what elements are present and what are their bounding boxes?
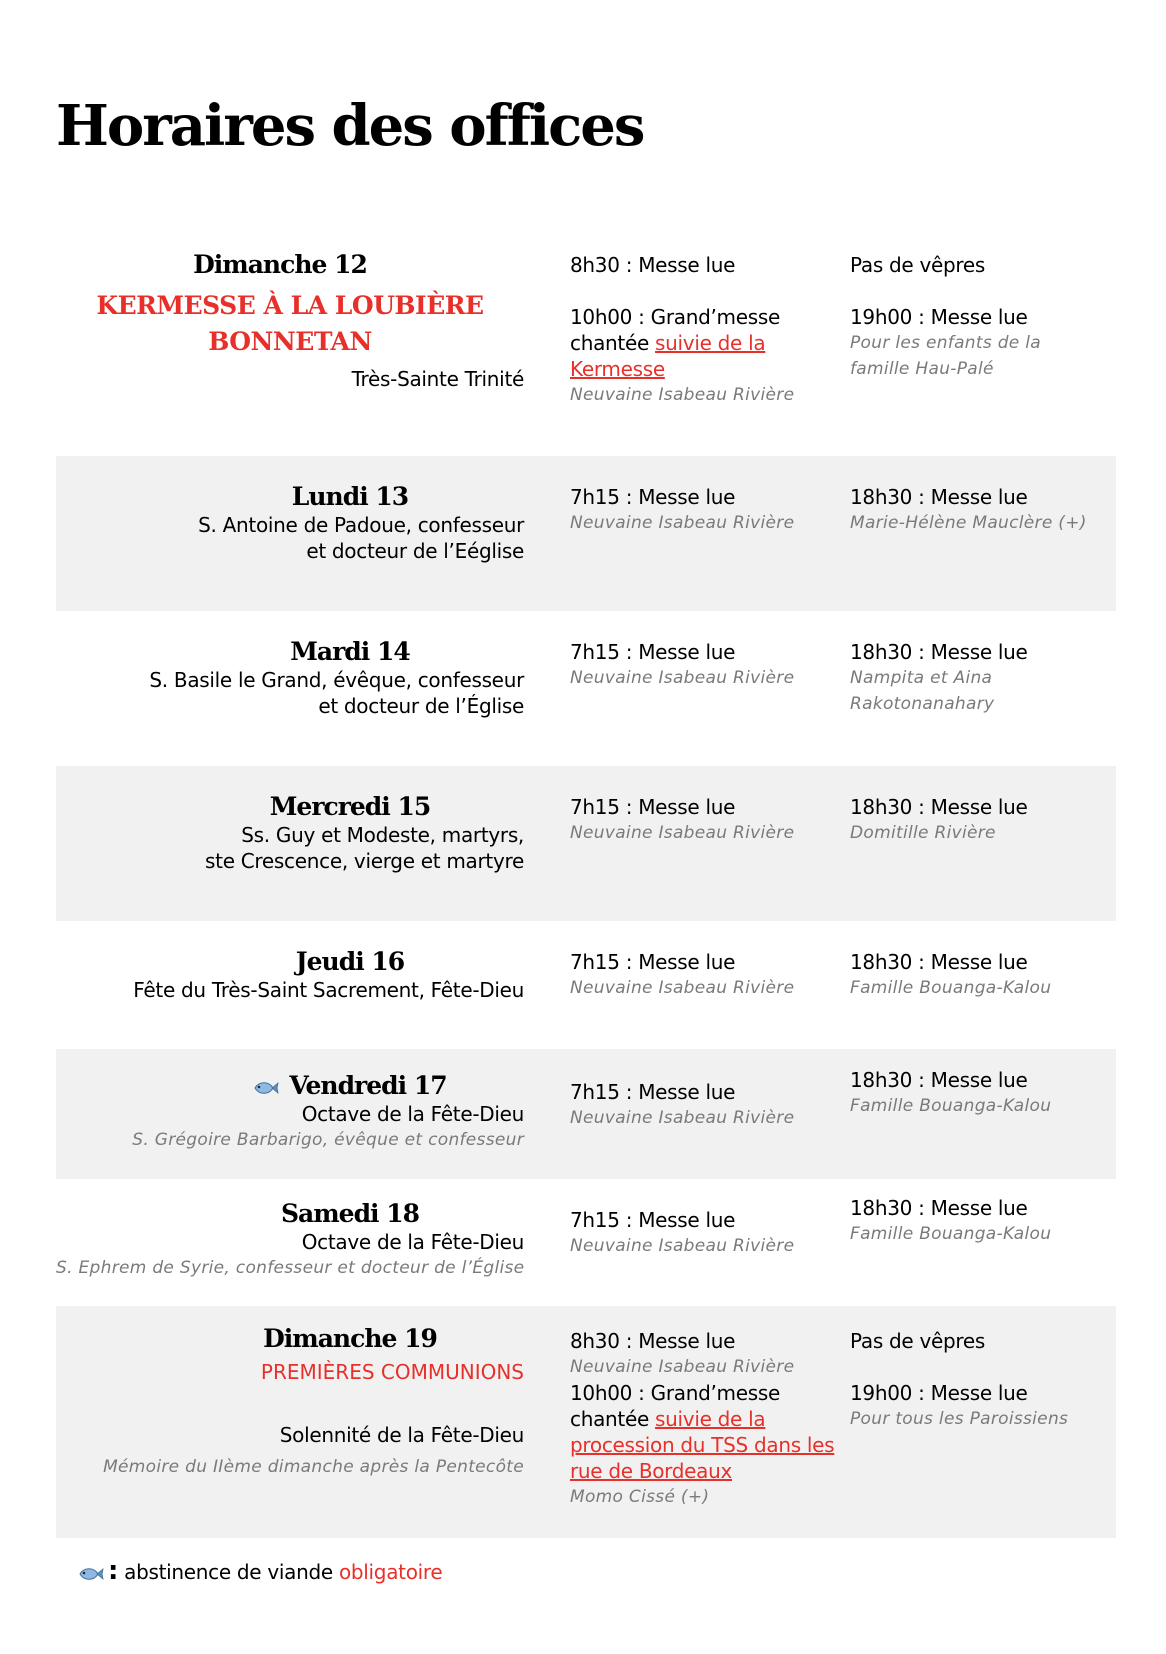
day-row-samedi-18 [56,1179,1116,1306]
schedule-table [56,236,1116,1538]
procession-link-line2[interactable]: procession du TSS dans les [570,1433,835,1457]
service-time: 10h00 : Grand’messe [570,1381,780,1405]
procession-link[interactable]: suivie de la [655,1407,766,1431]
mass-intention-line2: Rakotonanahary [850,694,995,714]
service-time: 18h30 : Messe lue [850,1068,1028,1092]
mass-intention: Neuvaine Isabeau Rivière [570,1236,795,1256]
day-name: Dimanche 12 [193,250,367,279]
mass-intention: Neuvaine Isabeau Rivière [570,513,795,533]
service-time: 7h15 : Messe lue [570,1080,736,1104]
legend [78,1556,442,1586]
feast-name-line2: et docteur de l’Église [318,694,524,718]
service-time: Pas de vêpres [850,1329,985,1353]
service-time: 7h15 : Messe lue [570,1208,736,1232]
mass-intention: Neuvaine Isabeau Rivière [570,1357,795,1377]
day-row-mardi-14 [56,611,1116,766]
mass-intention: Domitille Rivière [850,823,996,843]
commemoration: S. Grégoire Barbarigo, évêque et confesseur [132,1130,524,1150]
day-name: Samedi 18 [280,1199,420,1228]
service-time: 8h30 : Messe lue [570,253,736,277]
feast-name: S. Antoine de Padoue, confesseur [198,513,524,537]
day-name: Lundi 13 [291,482,409,511]
mass-intention: Neuvaine Isabeau Rivière [570,978,795,998]
mass-intention: Famille Bouanga-Kalou [850,1096,1052,1116]
day-row-lundi-13 [56,456,1116,611]
event-title-line2: BONNETAN [208,327,372,356]
day-name: Dimanche 19 [263,1324,437,1353]
service-time: 18h30 : Messe lue [850,1196,1028,1220]
service-time: 18h30 : Messe lue [850,950,1028,974]
day-row-dimanche-19 [56,1306,1116,1538]
day-name: Mardi 14 [290,637,410,666]
day-row-jeudi-16 [56,921,1116,1049]
mass-intention: Famille Bouanga-Kalou [850,1224,1052,1244]
feast-name: Fête du Très-Saint Sacrement, Fête-Dieu [133,978,524,1002]
service-time: 18h30 : Messe lue [850,795,1028,819]
legend-text: abstinence de viande [124,1560,333,1584]
commemoration: Mémoire du IIème dimanche après la Pentecôte [103,1457,524,1477]
day-name: Jeudi 16 [295,947,405,976]
feast-name-line2: ste Crescence, vierge et martyre [205,849,524,873]
mass-intention: Pour tous les Paroissiens [850,1409,1069,1429]
day-name: Mercredi 15 [269,792,431,821]
feast-name: S. Basile le Grand, évêque, confesseur [149,668,524,692]
page-title: Horaires des offices [56,93,644,159]
mass-intention: Momo Cissé (+) [570,1487,710,1507]
feast-name: Solennité de la Fête-Dieu [279,1423,524,1447]
fish-icon [253,1080,279,1096]
event-title: KERMESSE À LA LOUBIÈRE [96,291,484,320]
mass-intention: Neuvaine Isabeau Rivière [570,823,795,843]
service-time: 7h15 : Messe lue [570,485,736,509]
mass-intention: Neuvaine Isabeau Rivière [570,668,795,688]
service-time: Pas de vêpres [850,253,985,277]
service-time: 8h30 : Messe lue [570,1329,736,1353]
mass-intention: Famille Bouanga-Kalou [850,978,1052,998]
mass-intention: Pour les enfants de la famille Hau-Palé [850,333,1041,379]
service-time: 7h15 : Messe lue [570,795,736,819]
service-time: 18h30 : Messe lue [850,485,1028,509]
service-time: 7h15 : Messe lue [570,950,736,974]
feast-name: Octave de la Fête-Dieu [301,1102,524,1126]
day-name: Vendredi 17 [289,1071,447,1100]
service-time: 7h15 : Messe lue [570,640,736,664]
day-row-vendredi-17 [56,1049,1116,1179]
legend-emphasis: obligatoire [338,1560,443,1584]
commemoration: S. Ephrem de Syrie, confesseur et docteur de l’Église [56,1258,525,1278]
service-time: 19h00 : Messe lue [850,305,1028,329]
service-time: 19h00 : Messe lue [850,1381,1028,1405]
day-row-mercredi-15 [56,766,1116,921]
service-time: 18h30 : Messe lue [850,640,1028,664]
feast-name: Très-Sainte Trinité [351,367,524,391]
mass-intention: Marie-Hélène Mauclère (+) [850,513,1087,533]
service-time: 10h00 : Grand’messe chantée [570,305,780,355]
procession-link-line3[interactable]: rue de Bordeaux [570,1459,733,1483]
service-time-cont: chantée [570,1407,649,1431]
event-title: PREMIÈRES COMMUNIONS [260,1360,524,1384]
feast-name-line2: et docteur de l’Eéglise [306,539,524,563]
legend-colon: : [108,1556,119,1586]
kermesse-link[interactable]: suivie de la Kermesse [570,331,766,381]
day-row-dimanche-12 [56,236,1116,442]
mass-intention: Neuvaine Isabeau Rivière [570,1108,795,1128]
feast-name: Ss. Guy et Modeste, martyrs, [241,823,524,847]
mass-intention: Neuvaine Isabeau Rivière [570,385,795,405]
fish-icon [78,1566,104,1582]
mass-intention: Nampita et Aina [850,668,993,688]
feast-name: Octave de la Fête-Dieu [301,1230,524,1254]
